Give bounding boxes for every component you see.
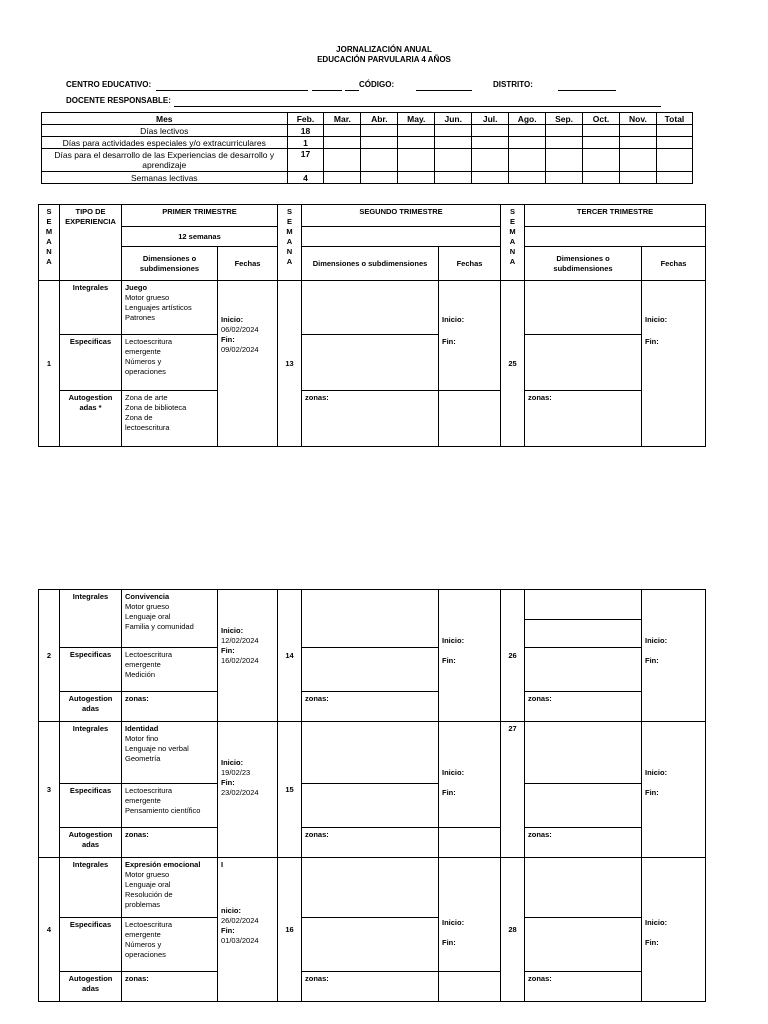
empty-cell[interactable] xyxy=(324,149,361,172)
dimension-item: Patrones xyxy=(125,313,156,322)
autogestion-label: Autogestion adas xyxy=(60,828,122,858)
empty-cell[interactable] xyxy=(619,125,656,137)
empty-cell[interactable] xyxy=(398,137,435,149)
empty-cell[interactable] xyxy=(656,125,692,137)
inicio-label: Inicio: xyxy=(442,315,465,324)
empty-cell[interactable] xyxy=(435,125,472,137)
dim-header: Dimensiones o subdimensiones xyxy=(525,247,642,281)
month-header: Total xyxy=(656,113,692,125)
empty-cell[interactable] xyxy=(619,172,656,184)
dimension-item: Motor grueso xyxy=(125,602,170,611)
empty-cell[interactable] xyxy=(435,172,472,184)
week-number: 16 xyxy=(278,858,302,1002)
empty-cell[interactable] xyxy=(583,172,620,184)
dimension-item: emergente xyxy=(125,930,161,939)
integrales-label: Integrales xyxy=(60,858,122,918)
experience-title: Expresión emocional xyxy=(125,860,201,869)
zona-item: lectoescritura xyxy=(125,423,170,432)
dim-header: Dimensiones o subdimensiones xyxy=(122,247,218,281)
month-header: Sep. xyxy=(546,113,583,125)
fin-label: Fin: xyxy=(645,788,659,797)
codigo-label: CÓDIGO: xyxy=(359,80,395,89)
dimension-item: Motor fino xyxy=(125,734,159,743)
dim-cell-empty[interactable] xyxy=(302,784,439,828)
inicio-label: Inicio: xyxy=(442,636,465,645)
dim-cell-empty[interactable] xyxy=(302,918,439,972)
empty-cell[interactable] xyxy=(546,149,583,172)
zona-item: Zona de biblioteca xyxy=(125,403,187,412)
semana-header-text: S E M A N A xyxy=(45,207,53,266)
t1-header: PRIMER TRIMESTRE xyxy=(122,205,278,227)
fechas-cell xyxy=(439,722,501,828)
dimension-item: Lectoescritura xyxy=(125,650,173,659)
month-header: Feb. xyxy=(287,113,324,125)
empty-cell[interactable] xyxy=(619,149,656,172)
mes-header: Mes xyxy=(42,113,288,125)
empty-cell[interactable] xyxy=(509,137,546,149)
autogestion-label: Autogestion adas xyxy=(60,692,122,722)
month-header: Abr. xyxy=(361,113,398,125)
integrales-content xyxy=(122,281,218,335)
fechas-cell xyxy=(642,281,706,447)
inicio-label: Inicio: xyxy=(645,918,668,927)
title-line: JORNALIZACIÓN ANUAL xyxy=(336,45,432,54)
empty-cell[interactable] xyxy=(583,137,620,149)
empty-cell[interactable] xyxy=(546,125,583,137)
t2-weeks-empty[interactable] xyxy=(302,227,501,247)
t2-header: SEGUNDO TRIMESTRE xyxy=(302,205,501,227)
autogestion-label: Autogestion adas xyxy=(60,972,122,1002)
dimension-item: Lenguaje no verbal xyxy=(125,744,189,753)
fechas-cell xyxy=(642,858,706,1002)
week-number: 27 xyxy=(501,722,525,858)
centro-field[interactable] xyxy=(156,82,308,91)
empty-cell[interactable] xyxy=(398,172,435,184)
fin-label: Fin: xyxy=(442,938,456,947)
t3-weeks-empty[interactable] xyxy=(525,227,706,247)
feb-value: 4 xyxy=(287,172,324,184)
inicio-label: Inicio: xyxy=(442,768,465,777)
fechas-cell xyxy=(439,281,501,391)
fin-label: Fin: xyxy=(221,335,235,344)
empty-cell[interactable] xyxy=(583,149,620,172)
empty-cell[interactable] xyxy=(398,125,435,137)
fechas-cell xyxy=(439,590,501,722)
semana-header xyxy=(501,205,525,281)
fechas-header: Fechas xyxy=(218,247,278,281)
dim-cell-empty[interactable] xyxy=(302,281,439,335)
week-number: 15 xyxy=(278,722,302,858)
dimension-item: Lenguaje oral xyxy=(125,880,171,889)
dimension-item: Lectoescritura xyxy=(125,337,173,346)
inicio-label: Inicio: xyxy=(221,626,244,635)
zonas-label: zonas: xyxy=(525,391,642,447)
zonas-label: zonas: xyxy=(122,828,218,858)
docente-label: DOCENTE RESPONSABLE: xyxy=(66,96,171,105)
week-number: 25 xyxy=(501,281,525,447)
plan-table-1 xyxy=(38,204,706,447)
dimension-item: Familia y comunidad xyxy=(125,622,194,631)
dim-cell-empty[interactable] xyxy=(525,784,642,828)
especificas-label: Especificas xyxy=(60,918,122,972)
semana-header xyxy=(278,205,302,281)
empty-cell[interactable] xyxy=(472,149,509,172)
month-header: Mar. xyxy=(324,113,361,125)
integrales-label: Integrales xyxy=(60,722,122,784)
dim-cell-empty[interactable] xyxy=(525,335,642,391)
month-header: Jul. xyxy=(472,113,509,125)
dimension-item: Lectoescritura xyxy=(125,786,173,795)
month-header: Jun. xyxy=(435,113,472,125)
especificas-content xyxy=(122,918,218,972)
row-label: Semanas lectivas xyxy=(42,172,288,184)
feb-value: 1 xyxy=(287,137,324,149)
month-row xyxy=(42,137,693,149)
zona-item: Zona de arte xyxy=(125,393,168,402)
fin-label: Fin: xyxy=(442,337,456,346)
dim-cell-empty[interactable] xyxy=(525,918,642,972)
month-row xyxy=(42,172,693,184)
integrales-label: Integrales xyxy=(60,590,122,648)
empty-cell[interactable] xyxy=(472,125,509,137)
month-header-row xyxy=(42,113,693,125)
dimension-item: Pensamiento científico xyxy=(125,806,201,815)
dim-cell-empty[interactable] xyxy=(302,648,439,692)
distrito-field[interactable] xyxy=(558,82,616,91)
empty-cell[interactable] xyxy=(619,137,656,149)
empty-cell[interactable] xyxy=(361,137,398,149)
dimension-item: Medición xyxy=(125,670,156,679)
dimension-item: operaciones xyxy=(125,950,166,959)
month-header: Ago. xyxy=(509,113,546,125)
fin-label: Fin: xyxy=(221,778,235,787)
week-number: 14 xyxy=(278,590,302,722)
fin-date: 23/02/2024 xyxy=(221,788,259,797)
fin-date: 16/02/2024 xyxy=(221,656,259,665)
fin-label: Fin: xyxy=(442,788,456,797)
inicio-label: Inicio: xyxy=(221,758,244,767)
row-label: Días para actividades especiales y/o extracurriculares xyxy=(42,137,288,149)
dimension-item: Lenguajes artísticos xyxy=(125,303,192,312)
inicio-date: 19/02/23 xyxy=(221,768,251,777)
zonas-label: zonas: xyxy=(302,692,439,722)
empty-cell[interactable] xyxy=(324,137,361,149)
empty-cell[interactable] xyxy=(656,137,692,149)
codigo-field[interactable] xyxy=(416,82,472,91)
zonas-label: zonas: xyxy=(525,828,642,858)
inicio-label: Inicio: xyxy=(645,315,668,324)
dimension-item: emergente xyxy=(125,660,161,669)
semana-header-text: S E M A N A xyxy=(509,207,516,266)
fechas-cell xyxy=(218,590,278,722)
especificas-content xyxy=(122,784,218,828)
especificas-label: Especificas xyxy=(60,784,122,828)
fin-label: Fin: xyxy=(221,646,235,655)
empty-cell[interactable] xyxy=(509,125,546,137)
especificas-label: Especificas xyxy=(60,335,122,391)
fechas-cell xyxy=(218,722,278,858)
dim-cell-empty[interactable] xyxy=(525,281,642,335)
experience-title: Convivencia xyxy=(125,592,170,601)
inicio-date: 12/02/2024 xyxy=(221,636,259,645)
dimension-item: Números y xyxy=(125,940,162,949)
fechas-empty[interactable] xyxy=(439,391,501,447)
empty-cell[interactable] xyxy=(324,125,361,137)
dim-cell-empty[interactable] xyxy=(302,590,439,648)
inicio-label: nicio: xyxy=(221,906,241,915)
dim-cell-empty[interactable] xyxy=(525,648,642,692)
dimension-item: Números y xyxy=(125,357,162,366)
integrales-content xyxy=(122,722,218,784)
empty-cell[interactable] xyxy=(509,149,546,172)
centro-field-extra2[interactable] xyxy=(345,82,359,91)
month-header: Oct. xyxy=(583,113,620,125)
dimension-item: emergente xyxy=(125,796,161,805)
dim-header: Dimensiones o subdimensiones xyxy=(302,247,439,281)
feb-value: 17 xyxy=(287,149,324,172)
dimension-item: operaciones xyxy=(125,367,166,376)
empty-cell[interactable] xyxy=(472,172,509,184)
t3-header: TERCER TRIMESTRE xyxy=(525,205,706,227)
dim-cell-empty[interactable] xyxy=(302,722,439,784)
zonas-label: zonas: xyxy=(525,972,642,1002)
fechas-cell xyxy=(642,722,706,858)
zonas-label: zonas: xyxy=(122,972,218,1002)
fechas-empty[interactable] xyxy=(439,828,501,858)
empty-cell[interactable] xyxy=(546,137,583,149)
fin-date: 01/03/2024 xyxy=(221,936,259,945)
empty-cell[interactable] xyxy=(509,172,546,184)
subtitle-line: EDUCACIÓN PARVULARIA 4 AÑOS xyxy=(317,55,451,64)
empty-cell[interactable] xyxy=(361,149,398,172)
week-number: 2 xyxy=(39,590,60,722)
semana-header xyxy=(39,205,60,281)
dimension-item: Resolución de xyxy=(125,890,173,899)
week-number: 28 xyxy=(501,858,525,1002)
tipo-header: TIPO DE EXPERIENCIA xyxy=(60,205,122,281)
month-header: Nov. xyxy=(619,113,656,125)
centro-label: CENTRO EDUCATIVO: xyxy=(66,80,152,89)
autogestion-label: Autogestion adas * xyxy=(60,391,122,447)
experience-title: Juego xyxy=(125,283,148,292)
zonas-content xyxy=(122,391,218,447)
dim-cell-empty[interactable] xyxy=(525,620,642,648)
week-number: 4 xyxy=(39,858,60,1002)
month-table xyxy=(41,112,693,184)
zonas-label: zonas: xyxy=(302,972,439,1002)
especificas-label: Especificas xyxy=(60,648,122,692)
feb-value: 18 xyxy=(287,125,324,137)
integrales-label: Integrales xyxy=(60,281,122,335)
fin-label: Fin: xyxy=(645,337,659,346)
integrales-content xyxy=(122,858,218,918)
empty-cell[interactable] xyxy=(656,172,692,184)
inicio-initial: I xyxy=(221,860,224,869)
week-number: 13 xyxy=(278,281,302,447)
inicio-label: Inicio: xyxy=(221,315,244,324)
empty-cell[interactable] xyxy=(583,125,620,137)
empty-cell[interactable] xyxy=(435,149,472,172)
fin-label: Fin: xyxy=(645,938,659,947)
inicio-label: Inicio: xyxy=(442,918,465,927)
empty-cell[interactable] xyxy=(398,149,435,172)
dim-cell-empty[interactable] xyxy=(302,335,439,391)
fin-label: Fin: xyxy=(221,926,235,935)
fin-label: Fin: xyxy=(442,656,456,665)
fechas-empty[interactable] xyxy=(439,972,501,1002)
fechas-header: Fechas xyxy=(439,247,501,281)
dim-cell-empty[interactable] xyxy=(525,858,642,918)
dim-cell-empty[interactable] xyxy=(525,722,642,784)
zonas-label: zonas: xyxy=(122,692,218,722)
dim-cell-empty[interactable] xyxy=(302,858,439,918)
inicio-date: 06/02/2024 xyxy=(221,325,259,334)
empty-cell[interactable] xyxy=(361,125,398,137)
semana-header-text: S E M A N A xyxy=(286,207,293,266)
zona-item: Zona de xyxy=(125,413,153,422)
month-header: May. xyxy=(398,113,435,125)
dimension-item: emergente xyxy=(125,347,161,356)
distrito-label: DISTRITO: xyxy=(493,80,533,89)
fechas-header: Fechas xyxy=(642,247,706,281)
empty-cell[interactable] xyxy=(361,172,398,184)
inicio-date: 26/02/2024 xyxy=(221,916,259,925)
especificas-content xyxy=(122,335,218,391)
empty-cell[interactable] xyxy=(472,137,509,149)
empty-cell[interactable] xyxy=(656,149,692,172)
week-number: 1 xyxy=(39,281,60,447)
plan-table-2 xyxy=(38,589,706,1002)
dimension-item: Lectoescritura xyxy=(125,920,173,929)
inicio-label: Inicio: xyxy=(645,636,668,645)
fin-date: 09/02/2024 xyxy=(221,345,259,354)
zonas-label: zonas: xyxy=(302,828,439,858)
empty-cell[interactable] xyxy=(546,172,583,184)
experience-title: Identidad xyxy=(125,724,159,733)
dim-cell-empty[interactable] xyxy=(525,590,642,620)
empty-cell[interactable] xyxy=(324,172,361,184)
dimension-item: Lenguaje oral xyxy=(125,612,171,621)
docente-field[interactable] xyxy=(174,98,661,107)
dimension-item: Motor grueso xyxy=(125,293,170,302)
integrales-content xyxy=(122,590,218,648)
dimension-item: problemas xyxy=(125,900,161,909)
document-title xyxy=(284,45,484,65)
zonas-label: zonas: xyxy=(302,391,439,447)
week-number: 26 xyxy=(501,590,525,722)
dimension-item: Geometría xyxy=(125,754,161,763)
fechas-cell xyxy=(642,590,706,722)
fechas-cell xyxy=(218,858,278,1002)
especificas-content xyxy=(122,648,218,692)
row-label: Días para el desarrollo de las Experiencias de desarrollo y aprendizaje xyxy=(42,149,288,172)
fechas-cell xyxy=(218,281,278,447)
row-label: Días lectivos xyxy=(42,125,288,137)
centro-field-extra[interactable] xyxy=(312,82,342,91)
dimension-item: Motor grueso xyxy=(125,870,170,879)
fechas-cell xyxy=(439,858,501,972)
month-row xyxy=(42,125,693,137)
fin-label: Fin: xyxy=(645,656,659,665)
month-row xyxy=(42,149,693,172)
t1-weeks: 12 semanas xyxy=(122,227,278,247)
inicio-label: Inicio: xyxy=(645,768,668,777)
empty-cell[interactable] xyxy=(435,137,472,149)
week-number: 3 xyxy=(39,722,60,858)
zonas-label: zonas: xyxy=(525,692,642,722)
